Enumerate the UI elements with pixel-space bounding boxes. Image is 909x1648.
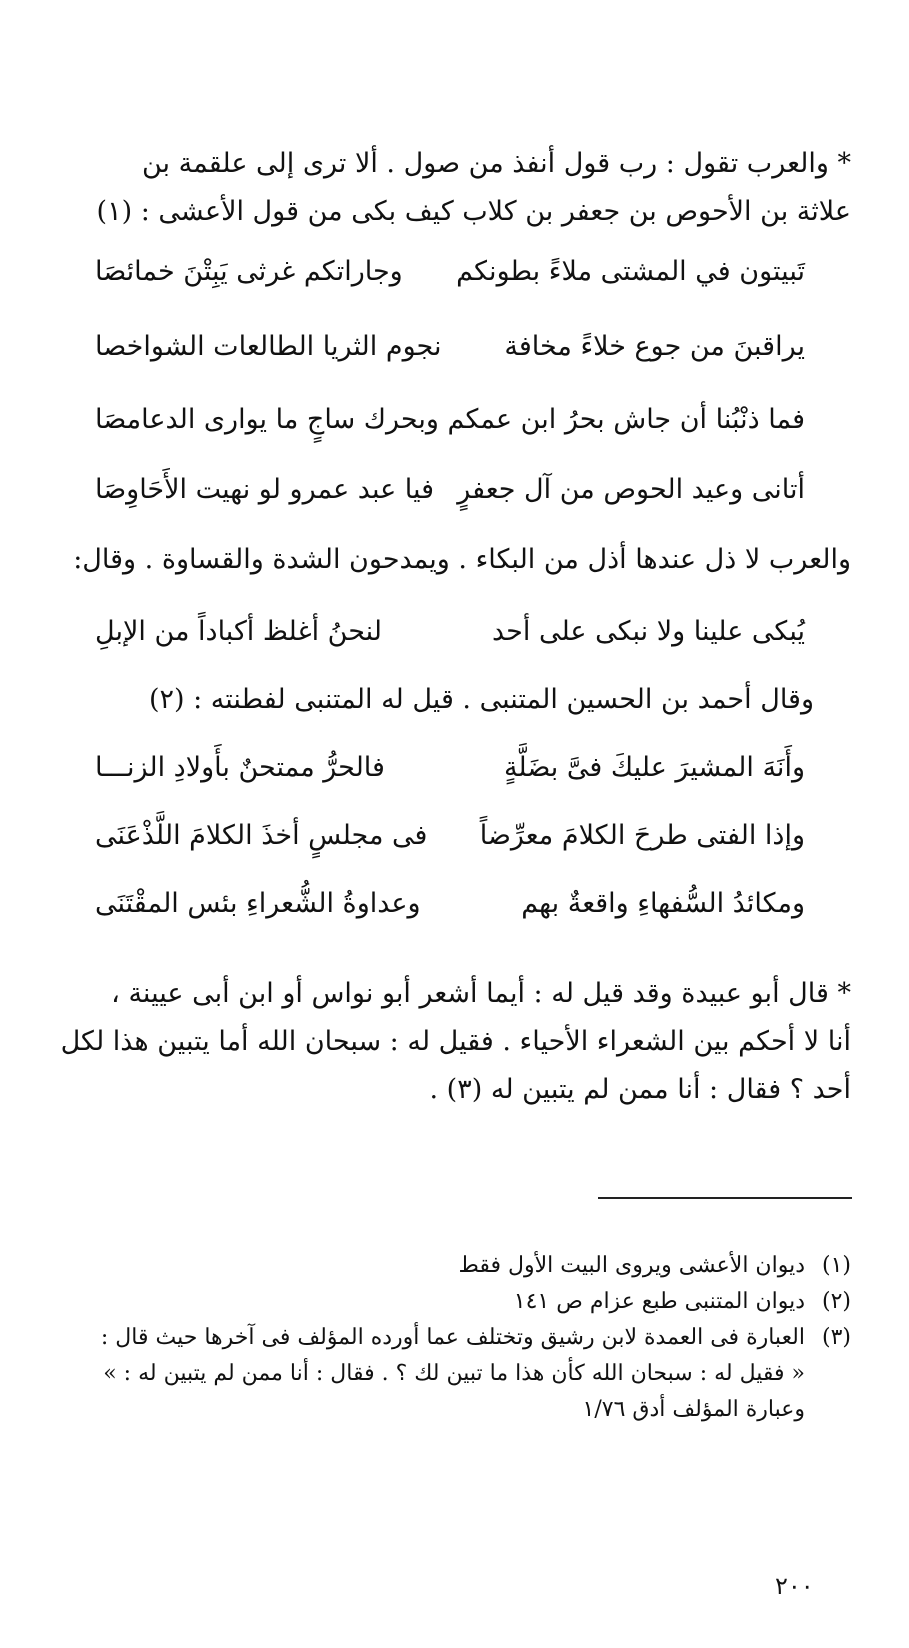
paragraph-4-line-2: أنا لا أحكم بين الشعراء الأحياء . فقيل له : سبحان الله أما يتبين هذا لكل (60, 1026, 851, 1057)
hemistich-second: وعداوةُ الشُّعراءِ بئس المقْتَنَى (95, 888, 421, 919)
hemistich-first: تَبيتون في المشتى ملاءً بطونكم (456, 256, 805, 287)
hemistich-second: وبحرك ساجٍ ما يوارى الدعامصَا (95, 404, 439, 435)
poem-1-verse-2 (95, 323, 805, 371)
paragraph-1-line-2: علاثة بن الأحوص بن جعفر بن كلاب كيف بكى من قول الأعشى : (١) (96, 196, 851, 227)
paragraph-3: وقال أحمد بن الحسين المتنبى . قيل له المتنبى لفطنته : (٢) (148, 684, 814, 715)
footnote-text: ديوان الأعشى ويروى البيت الأول فقط (458, 1253, 805, 1278)
hemistich-second: نجوم الثريا الطالعات الشواخصا (95, 331, 442, 362)
paragraph-1-line-1: * والعرب تقول : رب قول أنفذ من صول . ألا ترى إلى علقمة بن (141, 148, 851, 179)
footnote-number: (٣) (821, 1325, 851, 1350)
hemistich-first: ومكائدُ السُّفهاءِ واقعةٌ بهم (521, 888, 805, 919)
paragraph-2: والعرب لا ذل عندها أذل من البكاء . ويمدحون الشدة والقساوة . وقال: (73, 544, 851, 575)
footnote-1 (51, 1248, 851, 1284)
paragraph-4-line-1: * قال أبو عبيدة وقد قيل له : أيما أشعر أبو نواس أو ابن أبى عيينة ، (111, 978, 851, 1009)
footnote-3 (51, 1320, 851, 1356)
poem-1-verse-3 (95, 396, 805, 444)
hemistich-second: فيا عبد عمرو لو نهيت الأَحَاوِصَا (95, 474, 435, 505)
footnote-number: (١) (821, 1253, 851, 1278)
paragraph-4-line-3: أحد ؟ فقال : أنا ممن لم يتبين له (٣) . (429, 1074, 851, 1105)
poem-3-verse-1 (95, 744, 805, 792)
hemistich-second: لنحنُ أغلظ أكباداً من الإبلِ (95, 616, 383, 647)
hemistich-first: يُبكى علينا ولا نبكى على أحد (492, 616, 805, 647)
hemistich-first: فما ذنْبُنا أن جاش بحرُ ابن عمكم (447, 404, 805, 435)
footnote-number: (٢) (821, 1289, 851, 1314)
footnote-3-continuation-2: وعبارة المؤلف أدق ١/٧٦ (582, 1397, 805, 1422)
poem-3-verse-2 (95, 812, 805, 860)
footnote-separator (598, 1197, 852, 1199)
hemistich-second: فالحرُّ ممتحنٌ بأَولادِ الزنـــا (95, 752, 385, 783)
poem-1-verse-4 (95, 466, 805, 514)
hemistich-second: فى مجلسٍ أخذَ الكلامَ اللَّذْعَنَى (95, 820, 428, 851)
footnote-text: العبارة فى العمدة لابن رشيق وتختلف عما أورده المؤلف فى آخرها حيث قال : (100, 1325, 805, 1350)
hemistich-first: وأَنَهَ المشيرَ عليكَ فىَّ بضَلَّةٍ (503, 752, 805, 783)
poem-2-verse-1 (95, 608, 805, 656)
footnote-2 (51, 1284, 851, 1320)
poem-1-verse-1 (95, 248, 805, 296)
page-number: ٢٠٠ (775, 1572, 814, 1600)
poem-3-verse-3 (95, 880, 805, 928)
hemistich-second: وجاراتكم غرثى يَبِتْنَ خمائصَا (95, 256, 403, 287)
footnote-3-continuation-1: « فقيل له : سبحان الله كأن هذا ما تبين لك ؟ . فقال : أنا ممن لم يتبين له : » (103, 1361, 805, 1386)
hemistich-first: وإذا الفتى طرحَ الكلامَ معرِّضاً (479, 820, 805, 851)
footnote-text: ديوان المتنبى طبع عزام ص ١٤١ (513, 1289, 805, 1314)
hemistich-first: أتانى وعيد الحوص من آل جعفرٍ (457, 474, 805, 505)
hemistich-first: يراقبنَ من جوع خلاءً مخافة (504, 331, 805, 362)
